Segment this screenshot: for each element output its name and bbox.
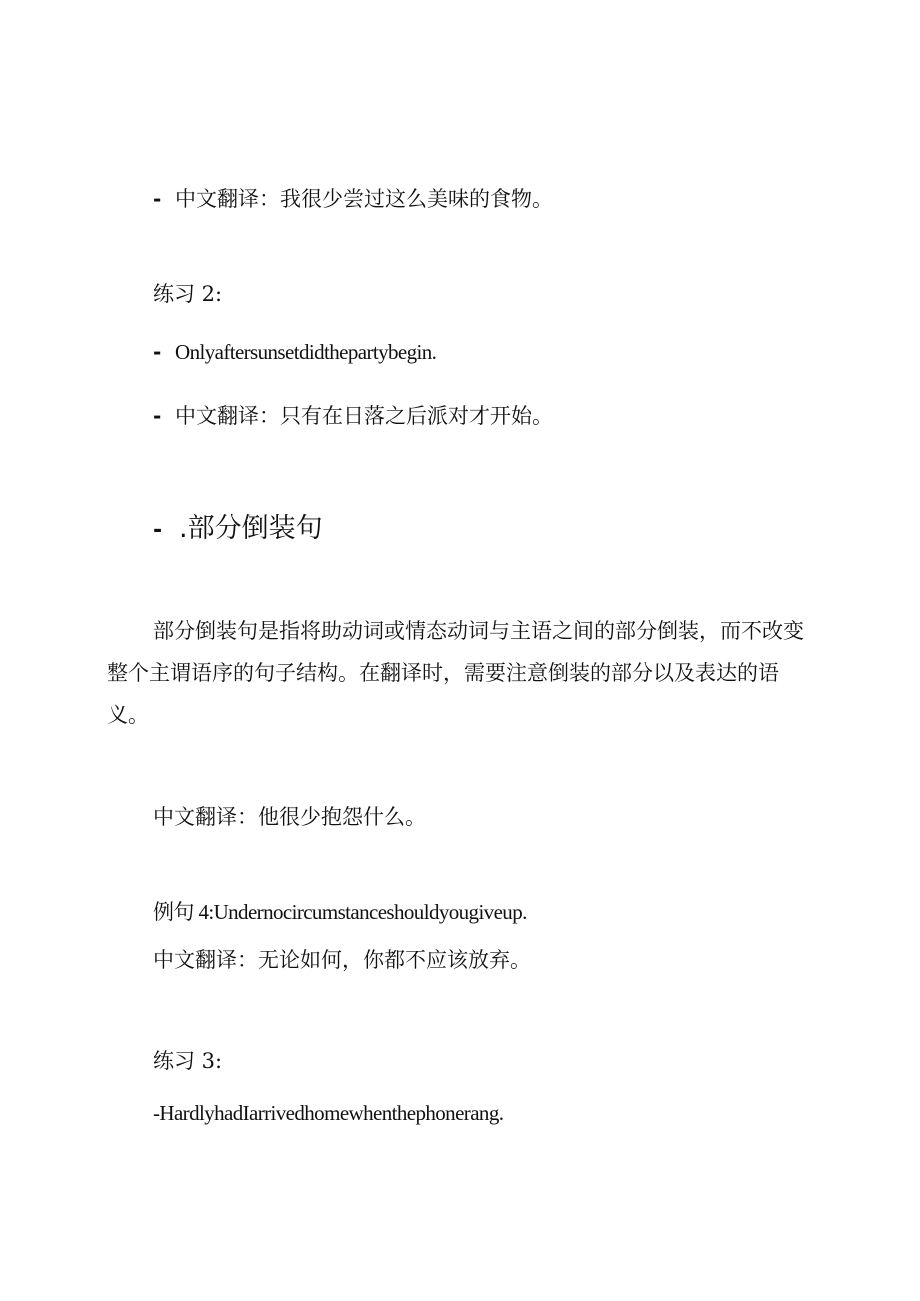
bullet-dash: -	[153, 518, 163, 543]
exercise-2-translation: 中文翻译：只有在日落之后派对才开始。	[175, 404, 553, 428]
section-heading-text: .部分倒装句	[179, 513, 323, 544]
translation-line-3: 中文翻译：他很少抱怨什么。	[153, 805, 426, 829]
exercise-3-label: 练习 3:	[153, 1049, 223, 1073]
exercise-2-label: 练习 2:	[153, 282, 223, 306]
exercise-2-translation-line	[153, 401, 553, 431]
bullet-dash: -	[153, 404, 162, 428]
bullet-dash: -	[153, 340, 162, 364]
section-heading	[153, 511, 323, 549]
exercise-2-sentence: Onlyaftersunsetdidthepartybegin.	[175, 340, 437, 364]
example-4: 例句 4:Undernocircumstanceshouldyougiveup.	[153, 900, 527, 924]
bullet-dash: -	[153, 187, 162, 211]
exercise-2-sentence-line	[153, 337, 436, 367]
translation-text-1: 中文翻译：我很少尝过这么美味的食物。	[175, 187, 553, 211]
translation-line-1	[153, 184, 553, 214]
translation-line-4: 中文翻译：无论如何，你都不应该放弃。	[153, 948, 531, 972]
section-paragraph: 部分倒装句是指将助动词或情态动词与主语之间的部分倒装，而不改变整个主谓语序的句子结构。在翻译时，需要注意倒装的部分以及表达的语义。	[107, 619, 804, 727]
exercise-3-sentence: -HardlyhadIarrivedhomewhenthephonerang.	[153, 1101, 504, 1125]
